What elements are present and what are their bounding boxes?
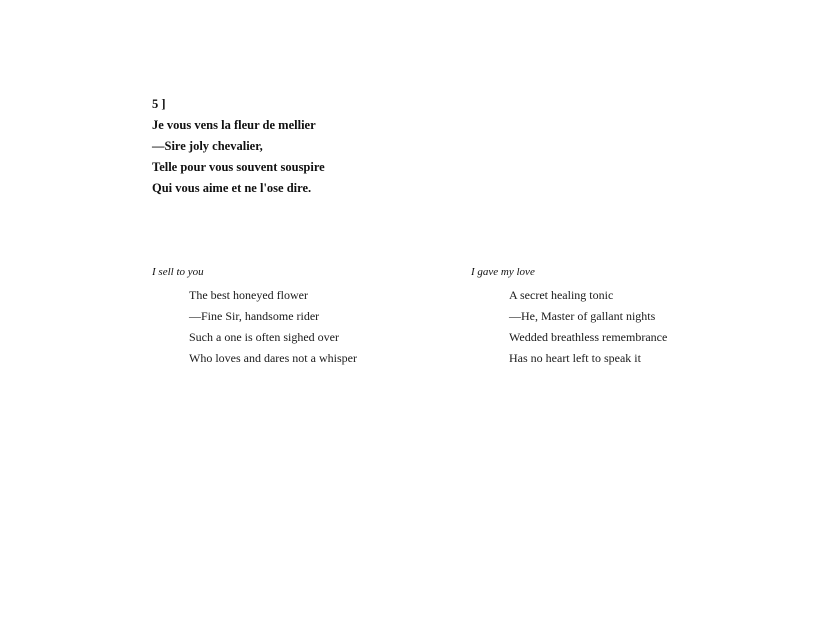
original-line-2: —Sire joly chevalier,: [152, 139, 263, 153]
translation-right: [471, 264, 771, 369]
translation-left-heading: I sell to you: [152, 266, 204, 278]
translation-right-verse: [471, 285, 771, 369]
translation-right-line-1: A secret healing tonic: [509, 288, 614, 302]
translation-left-line-1: The best honeyed flower: [189, 288, 308, 302]
stanza-number: 5 ]: [152, 97, 166, 111]
translation-left: [152, 264, 452, 369]
translation-left-line-3: Such a one is often sighed over: [189, 330, 339, 344]
original-stanza: [152, 94, 552, 199]
original-line-4: Qui vous aime et ne l'ose dire.: [152, 181, 312, 195]
translation-right-line-2: —He, Master of gallant nights: [509, 309, 656, 323]
original-line-3: Telle pour vous souvent souspire: [152, 160, 325, 174]
translation-right-heading: I gave my love: [471, 266, 535, 278]
translation-left-line-2: —Fine Sir, handsome rider: [189, 309, 320, 323]
original-line-1: Je vous vens la fleur de mellier: [152, 118, 316, 132]
translation-right-line-3: Wedded breathless remembrance: [509, 330, 668, 344]
translation-right-line-4: Has no heart left to speak it: [509, 351, 641, 365]
translation-left-verse: [152, 285, 452, 369]
translation-left-line-4: Who loves and dares not a whisper: [189, 351, 357, 365]
